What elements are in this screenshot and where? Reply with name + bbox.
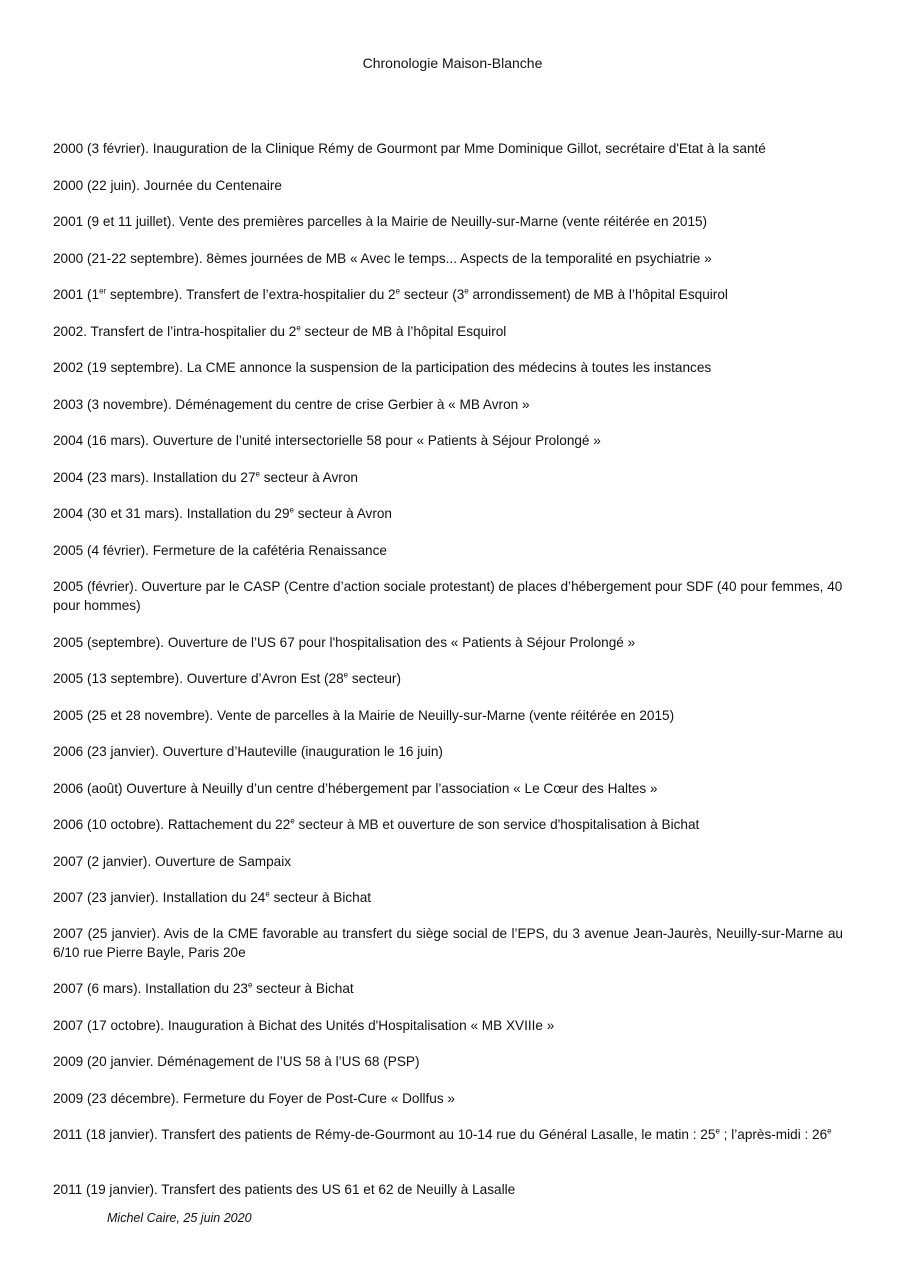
chronology-entry: 2000 (21-22 septembre). 8èmes journées de MB « Avec le temps... Aspects de la temporalité en psychiatrie » xyxy=(53,250,712,266)
chronology-entry: 2005 (4 février). Fermeture de la cafétéria Renaissance xyxy=(53,542,387,558)
chronology-entry: 2001 (1er septembre). Transfert de l’extra-hospitalier du 2e secteur (3e arrondissement) de MB à l’hôpital Esquirol xyxy=(53,286,728,302)
chronology-entry: 2005 (septembre). Ouverture de l’US 67 pour l'hospitalisation des « Patients à Séjour Prolongé » xyxy=(53,634,636,650)
chronology-entry: 2007 (23 janvier). Installation du 24e secteur à Bichat xyxy=(53,889,372,905)
chronology-entry: 2007 (17 octobre). Inauguration à Bichat des Unités d'Hospitalisation « MB XVIIIe » xyxy=(53,1017,555,1033)
chronology-entry: 2004 (23 mars). Installation du 27e secteur à Avron xyxy=(53,469,358,485)
chronology-entry: 2004 (30 et 31 mars). Installation du 29e secteur à Avron xyxy=(53,505,392,521)
chronology-entry: 2011 (19 janvier). Transfert des patients des US 61 et 62 de Neuilly à Lasalle xyxy=(53,1181,516,1197)
chronology-entry: 2002. Transfert de l’intra-hospitalier du 2e secteur de MB à l’hôpital Esquirol xyxy=(53,323,507,339)
chronology-entry: 2002 (19 septembre). La CME annonce la suspension de la participation des médecins à toutes les instances xyxy=(53,359,712,375)
chronology-entry: 2007 (2 janvier). Ouverture de Sampaix xyxy=(53,853,292,869)
chronology-entry: 2005 (25 et 28 novembre). Vente de parcelles à la Mairie de Neuilly-sur-Marne (vente réitérée en 2015) xyxy=(53,707,675,723)
chronology-entry: 2006 (23 janvier). Ouverture d’Hauteville (inauguration le 16 juin) xyxy=(53,743,443,759)
chronology-entry: 2011 (18 janvier). Transfert des patients de Rémy-de-Gourmont au 10-14 rue du Général Lasalle, le matin : 25e ; l’après-midi : 26e xyxy=(53,1126,832,1142)
chronology-entry: 2006 (août) Ouverture à Neuilly d’un centre d’hébergement par l’association « Le Cœur des Haltes » xyxy=(53,780,658,796)
chronology-entry: 2000 (3 février). Inauguration de la Clinique Rémy de Gourmont par Mme Dominique Gillot, secrétaire d'Etat à la santé xyxy=(53,140,766,156)
page-title: Chronologie Maison-Blanche xyxy=(362,55,543,71)
chronology-entry: 2009 (23 décembre). Fermeture du Foyer de Post-Cure « Dollfus » xyxy=(53,1090,455,1106)
author-signature: Michel Caire, 25 juin 2020 xyxy=(107,1211,252,1225)
chronology-entry: 2005 (février). Ouverture par le CASP (Centre d’action sociale protestant) de places d’hébergement pour SDF (40 pour femmes, 40 pour hommes) xyxy=(53,578,843,613)
chronology-entry: 2000 (22 juin). Journée du Centenaire xyxy=(53,177,282,193)
chronology-entry: 2001 (9 et 11 juillet). Vente des premières parcelles à la Mairie de Neuilly-sur-Marne (vente réitérée en 2015) xyxy=(53,213,708,229)
chronology-entry: 2009 (20 janvier. Déménagement de l’US 58 à l’US 68 (PSP) xyxy=(53,1053,420,1069)
chronology-entry: 2004 (16 mars). Ouverture de l’unité intersectorielle 58 pour « Patients à Séjour Prolongé » xyxy=(53,432,601,448)
chronology-entry: 2006 (10 octobre). Rattachement du 22e secteur à MB et ouverture de son service d'hospitalisation à Bichat xyxy=(53,816,700,832)
chronology-entry: 2007 (25 janvier). Avis de la CME favorable au transfert du siège social de l’EPS, du 3 avenue Jean-Jaurès, Neuilly-sur-Marne au 6/10 rue Pierre Bayle, Paris 20e xyxy=(53,925,843,960)
chronology-entry: 2005 (13 septembre). Ouverture d’Avron Est (28e secteur) xyxy=(53,670,401,686)
chronology-entry: 2007 (6 mars). Installation du 23e secteur à Bichat xyxy=(53,980,354,996)
chronology-entry: 2003 (3 novembre). Déménagement du centre de crise Gerbier à « MB Avron » xyxy=(53,396,530,412)
